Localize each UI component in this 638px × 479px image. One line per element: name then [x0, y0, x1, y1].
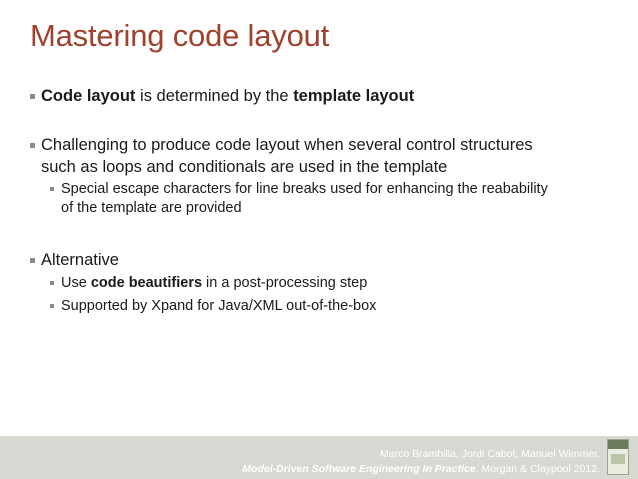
- sub-bullet-marker: [50, 304, 54, 308]
- footer-authors: Marco Brambilla, Jordi Cabot, Manuel Wimmer.: [380, 448, 600, 460]
- footer-book-line: [242, 462, 600, 477]
- sub-bullet-beautifiers: [61, 274, 367, 293]
- footer-book-title: Model-Driven Software Engineering In Practice: [242, 463, 476, 475]
- bullet-text: Supported by Xpand for Java/XML out-of-the-box: [61, 298, 377, 314]
- sub-bullet-marker: [50, 281, 54, 285]
- sub-bullet-escape-characters: [61, 180, 548, 218]
- bullet-text: Alternative: [41, 251, 119, 269]
- bullet-line: such as loops and conditionals are used in the template: [41, 158, 448, 176]
- bullet-marker: [30, 143, 35, 148]
- book-cover-image: [607, 439, 629, 475]
- book-cover-band: [608, 440, 628, 449]
- bullet-marker: [30, 94, 35, 99]
- bullet-text: Use: [61, 275, 91, 291]
- bullet-alternative: [41, 249, 119, 271]
- footer-citation: [242, 447, 600, 477]
- bullet-line: Special escape characters for line breaks used for enhancing the reabability: [61, 181, 548, 197]
- bullet-line: of the template are provided: [61, 200, 242, 216]
- bullet-text-bold: code beautifiers: [90, 275, 203, 291]
- book-cover-art: [611, 454, 625, 464]
- bullet-text: is determined by the: [135, 87, 294, 105]
- bullet-text-bold: template layout: [293, 87, 415, 105]
- slide-title: Mastering code layout: [30, 18, 330, 53]
- sub-bullet-xpand: [61, 297, 376, 316]
- bullet-code-layout: [41, 85, 414, 107]
- bullet-line: Challenging to produce code layout when several control structures: [41, 136, 533, 154]
- bullet-challenging: [41, 134, 533, 178]
- bullet-text-bold: Code layout: [41, 87, 136, 105]
- sub-bullet-marker: [50, 187, 54, 191]
- bullet-text: in a post-processing step: [202, 275, 368, 291]
- bullet-marker: [30, 258, 35, 263]
- footer-publisher: . Morgan & Claypool 2012.: [475, 463, 600, 475]
